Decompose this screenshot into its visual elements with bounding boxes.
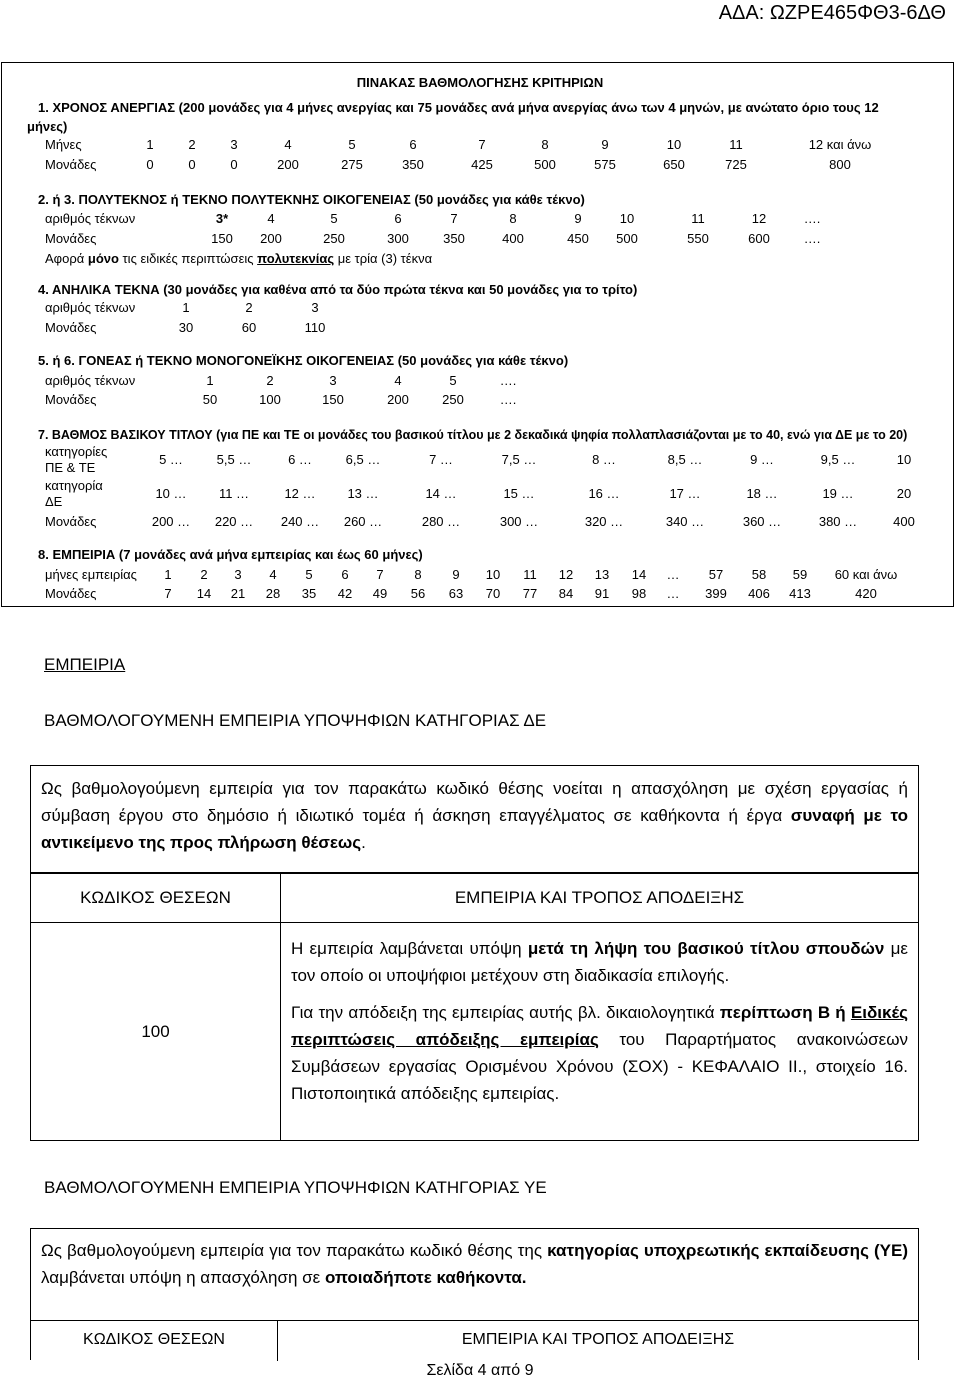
table-cell: 220 … (214, 514, 254, 529)
table-cell: 3 (311, 300, 319, 315)
s7-row-label: κατηγορία ΔΕ (45, 478, 103, 509)
s2-note: Αφορά μόνο τις ειδικές περιπτώσεις πολυτεκνίας με τρία (3) τέκνα (45, 251, 433, 266)
table-cell: 5,5 … (216, 452, 252, 467)
section-2-title: 2. ή 3. ΠΟΛΥΤΕΚΝΟΣ ή ΤΕΚΝΟ ΠΟΛΥΤΕΚΝΗΣ ΟΙΚΟΓΕΝΕΙΑΣ (50 μονάδες για κάθε τέκνο) (38, 192, 585, 207)
table-cell: 14 (196, 586, 212, 601)
position-code: 100 (31, 923, 281, 1141)
table-cell: 11 … (218, 486, 250, 501)
table-cell: …. (499, 392, 517, 407)
table-cell: 500 (616, 231, 638, 246)
col-header-experience: ΕΜΠΕΙΡΙΑ ΚΑΙ ΤΡΟΠΟΣ ΑΠΟΔΕΙΞΗΣ (281, 873, 919, 923)
s8-months-row (0, 567, 960, 583)
table-cell: 425 (471, 157, 493, 172)
table-cell: 6,5 … (345, 452, 381, 467)
table-cell: 800 (829, 157, 851, 172)
table-cell: 240 … (280, 514, 320, 529)
s1-points-row (0, 157, 960, 173)
table-cell: 7 … (429, 452, 453, 467)
table-cell: 5 … (159, 452, 183, 467)
table-cell: 280 … (421, 514, 461, 529)
table-cell: 11 (729, 137, 743, 152)
table-cell: 7 (450, 211, 458, 226)
table-cell: 200 (277, 157, 299, 172)
table-cell: …. (499, 373, 517, 388)
table-cell: 7,5 … (501, 452, 537, 467)
table-cell: 406 (748, 586, 770, 601)
table-cell: 380 … (818, 514, 858, 529)
table-cell: 13 … (347, 486, 379, 501)
table-cell: 399 (705, 586, 727, 601)
table-cell: 13 (594, 567, 610, 582)
table-cell: 5 (305, 567, 313, 582)
table-cell: 49 (372, 586, 388, 601)
ye-table-header (30, 1320, 919, 1360)
section-1-title-cont: μήνες) (27, 119, 68, 134)
s5-children-row (0, 373, 960, 389)
table-cell: 250 (442, 392, 464, 407)
table-cell: 84 (558, 586, 574, 601)
table-cell: 9 (452, 567, 460, 582)
table-cell: 19 … (822, 486, 854, 501)
section-4-title: 4. ΑΝΗΛΙΚΑ ΤΕΚΝΑ (30 μονάδες για καθένα από τα δύο πρώτα τέκνα και 50 μονάδες για το τρίτο) (38, 282, 638, 297)
table-cell: 110 (304, 320, 326, 335)
table-cell: 70 (485, 586, 501, 601)
table-cell: 575 (594, 157, 616, 172)
ye-title: ΒΑΘΜΟΛΟΓΟΥΜΕΝΗ ΕΜΠΕΙΡΙΑ ΥΠΟΨΗΦΙΩΝ ΚΑΤΗΓΟΡΙΑΣ ΥΕ (44, 1178, 547, 1197)
s2-row-label: αριθμός τέκνων (45, 211, 136, 226)
table-cell: 8 (541, 137, 549, 152)
table-cell: 200 (387, 392, 409, 407)
ye-description-box: Ως βαθμολογούμενη εμπειρία για τον παρακάτω κωδικό θέσης της κατηγορίας υποχρεωτικής εκπαίδευσης (ΥΕ) λαμβάνεται υπόψη η απασχόληση σε οποιαδήποτε καθήκοντα. (30, 1228, 919, 1320)
table-cell: 0 (146, 157, 154, 172)
table-cell: 3 (230, 137, 238, 152)
col-header-experience: ΕΜΠΕΙΡΙΑ ΚΑΙ ΤΡΟΠΟΣ ΑΠΟΔΕΙΞΗΣ (461, 1331, 735, 1348)
s7-de-row (0, 486, 960, 502)
s5-row-label: Μονάδες (45, 392, 97, 407)
table-cell: 56 (410, 586, 426, 601)
table-cell: 400 (893, 514, 915, 529)
table-cell: 60 (241, 320, 257, 335)
table-cell: 340 … (665, 514, 705, 529)
table-cell: … (666, 586, 680, 601)
table-cell: 3* (215, 211, 229, 226)
s4-points-row (0, 320, 960, 336)
table-cell: 16 … (588, 486, 620, 501)
table-cell: 1 (164, 567, 172, 582)
table-cell: 14 (631, 567, 647, 582)
s1-row-label: Μήνες (45, 137, 82, 152)
table-cell: 11 (523, 567, 537, 582)
table-cell: 6 (394, 211, 402, 226)
de-title: ΒΑΘΜΟΛΟΓΟΥΜΕΝΗ ΕΜΠΕΙΡΙΑ ΥΠΟΨΗΦΙΩΝ ΚΑΤΗΓΟΡΙΑΣ ΔΕ (44, 711, 547, 730)
table-cell: 300 (387, 231, 409, 246)
table-cell: 413 (789, 586, 811, 601)
table-cell: 3 (234, 567, 242, 582)
table-cell: 58 (751, 567, 767, 582)
s7-points-row (0, 514, 960, 530)
table-cell: 2 (200, 567, 208, 582)
table-cell: 9 (601, 137, 609, 152)
section-7-title: 7. ΒΑΘΜΟΣ ΒΑΣΙΚΟΥ ΤΙΤΛΟΥ (για ΠΕ και ΤΕ οι μονάδες του βασικού τίτλου με 2 δεκαδικά ψηφία πολλαπλασιάζονται με το 40, ενώ για ΔΕ με το 20) (38, 428, 908, 442)
table-cell: …. (803, 231, 821, 246)
table-cell: 4 (284, 137, 292, 152)
table-cell: 4 (269, 567, 277, 582)
table-cell: … (666, 567, 680, 582)
table-cell: 6 (409, 137, 417, 152)
table-cell: 9 (574, 211, 582, 226)
table-cell: 12 και άνω (808, 137, 872, 152)
s7-pe-te-row (0, 452, 960, 468)
col-header-codes: ΚΩΔΙΚΟΣ ΘΕΣΕΩΝ (31, 1321, 278, 1361)
table-cell: 7 (376, 567, 384, 582)
table-cell: 0 (188, 157, 196, 172)
table-cell: 63 (448, 586, 464, 601)
table-cell: 12 … (284, 486, 316, 501)
s4-row-label: Μονάδες (45, 320, 97, 335)
table-cell: 200 (260, 231, 282, 246)
table-cell: 250 (323, 231, 345, 246)
table-cell: 5 (330, 211, 338, 226)
table-cell: 77 (522, 586, 538, 601)
s5-points-row (0, 392, 960, 408)
table-cell: 5 (449, 373, 457, 388)
table-cell: 10 (485, 567, 501, 582)
table-cell: 10 (666, 137, 682, 152)
table-cell: 200 … (151, 514, 191, 529)
table-cell: 1 (206, 373, 214, 388)
table-cell: 350 (402, 157, 424, 172)
table-cell: …. (803, 211, 821, 226)
table-cell: 420 (855, 586, 877, 601)
experience-proof-cell (281, 923, 919, 1141)
section-5-title: 5. ή 6. ΓΟΝΕΑΣ ή ΤΕΚΝΟ ΜΟΝΟΓΟΝΕΪΚΗΣ ΟΙΚΟΓΕΝΕΙΑΣ (50 μονάδες για κάθε τέκνο) (38, 353, 569, 368)
section-1-title: 1. ΧΡΟΝΟΣ ΑΝΕΡΓΙΑΣ (200 μονάδες για 4 μήνες ανεργίας και 75 μονάδες ανά μήνα ανεργίας άνω των 4 μηνών, με ανώτατο όριο τους 12 (38, 100, 879, 115)
table-cell: 60 και άνω (834, 567, 898, 582)
experience-heading: ΕΜΠΕΙΡΙΑ (44, 655, 126, 674)
s8-row-label: μήνες εμπειρίας (45, 567, 137, 582)
table-cell: 5 (348, 137, 356, 152)
table-cell: 12 (558, 567, 574, 582)
table-cell: 650 (663, 157, 685, 172)
table-cell: 725 (725, 157, 747, 172)
section-8-title: 8. ΕΜΠΕΙΡΙΑ (7 μονάδες ανά μήνα εμπειρίας και έως 60 μήνες) (38, 547, 423, 562)
criteria-title: ΠΙΝΑΚΑΣ ΒΑΘΜΟΛΟΓΗΣΗΣ ΚΡΙΤΗΡΙΩΝ (356, 75, 604, 90)
table-cell: 1 (146, 137, 154, 152)
s4-row-label: αριθμός τέκνων (45, 300, 136, 315)
s2-points-row (0, 231, 960, 247)
table-cell: 11 (691, 211, 705, 226)
table-cell: 2 (245, 300, 253, 315)
table-cell: 100 (259, 392, 281, 407)
table-cell: 350 (443, 231, 465, 246)
table-cell: 600 (748, 231, 770, 246)
table-cell: 360 … (742, 514, 782, 529)
table-cell: 500 (534, 157, 556, 172)
table-cell: 35 (301, 586, 317, 601)
s7-row-label: Μονάδες (45, 514, 97, 529)
s1-row-label: Μονάδες (45, 157, 97, 172)
table-cell: 2 (266, 373, 274, 388)
table-cell: 9 … (750, 452, 774, 467)
table-cell: 150 (211, 231, 233, 246)
table-cell: 15 … (503, 486, 535, 501)
table-cell: 8 … (592, 452, 616, 467)
table-cell: 275 (341, 157, 363, 172)
s2-children-row (0, 211, 960, 227)
table-cell: 7 (478, 137, 486, 152)
table-cell: 12 (751, 211, 767, 226)
page-number: Σελίδα 4 από 9 (426, 1362, 534, 1379)
table-cell: 260 … (343, 514, 383, 529)
table-cell: 17 … (669, 486, 701, 501)
table-cell: 28 (265, 586, 281, 601)
table-cell: 10 (896, 452, 912, 467)
s8-row-label: Μονάδες (45, 586, 97, 601)
table-cell: 9,5 … (820, 452, 856, 467)
table-cell: 400 (502, 231, 524, 246)
table-cell: 98 (631, 586, 647, 601)
table-cell: 21 (230, 586, 246, 601)
table-cell: 450 (567, 231, 589, 246)
table-cell: 4 (267, 211, 275, 226)
de-description-box: Ως βαθμολογούμενη εμπειρία για τον παρακάτω κωδικό θέσης νοείται η απασχόληση με σχέση εργασίας ή σύμβαση έργου στο δημόσιο ή ιδιωτικό τομέα ή άσκηση επαγγέλματος σε καθήκοντα ή έργα συναφή με το αντικείμενο της προς πλήρωση θέσεως. (30, 765, 919, 874)
experience-paragraph-2: Για την απόδειξη της εμπειρίας αυτής βλ. δικαιολογητικά περίπτωση Β ή Ειδικές περιπτώσεις απόδειξης εμπειρίας του Παραρτήματος ανακοινώσεων Συμβάσεων εργασίας Ορισμένου Χρόνου (ΣΟΧ) - ΚΕΦΑΛΑΙΟ ΙΙ., στοιχείο 16. Πιστοποιητικά απόδειξης εμπειρίας. (291, 1003, 909, 1103)
table-cell: 57 (708, 567, 724, 582)
table-cell: 4 (394, 373, 402, 388)
table-cell: 18 … (746, 486, 778, 501)
table-cell: 10 (619, 211, 635, 226)
s7-row-label: κατηγορίες ΠΕ & ΤΕ (45, 444, 108, 475)
s1-months-row (0, 137, 960, 153)
table-cell: 3 (329, 373, 337, 388)
table-cell: 0 (230, 157, 238, 172)
table-cell: 50 (202, 392, 218, 407)
table-cell: 1 (182, 300, 190, 315)
table-cell: 320 … (584, 514, 624, 529)
table-cell: 42 (337, 586, 353, 601)
table-cell: 59 (792, 567, 808, 582)
table-cell: 8 (509, 211, 517, 226)
table-cell: 20 (896, 486, 912, 501)
table-cell: 7 (164, 586, 172, 601)
de-table (30, 872, 919, 1141)
table-cell: 6 (341, 567, 349, 582)
s5-row-label: αριθμός τέκνων (45, 373, 136, 388)
table-cell: 91 (594, 586, 610, 601)
s4-children-row (0, 300, 960, 316)
table-cell: 6 … (288, 452, 312, 467)
document-code: ΑΔΑ: ΩΖΡΕ465ΦΘ3-6ΔΘ (718, 2, 946, 24)
table-cell: 2 (188, 137, 196, 152)
table-cell: 14 … (425, 486, 457, 501)
table-cell: 150 (322, 392, 344, 407)
col-header-codes: ΚΩΔΙΚΟΣ ΘΕΣΕΩΝ (31, 873, 281, 923)
table-cell: 550 (687, 231, 709, 246)
table-cell: 8,5 … (667, 452, 703, 467)
table-cell: 30 (178, 320, 194, 335)
s2-row-label: Μονάδες (45, 231, 97, 246)
table-cell: 300 … (499, 514, 539, 529)
s8-points-row (0, 586, 960, 602)
experience-paragraph-1: Η εμπειρία λαμβάνεται υπόψη μετά τη λήψη του βασικού τίτλου σπουδών με τον οποίο οι υποψήφιοι μετέχουν στη διαδικασία επιλογής. (291, 939, 908, 985)
table-cell: 8 (414, 567, 422, 582)
table-cell: 10 … (155, 486, 187, 501)
